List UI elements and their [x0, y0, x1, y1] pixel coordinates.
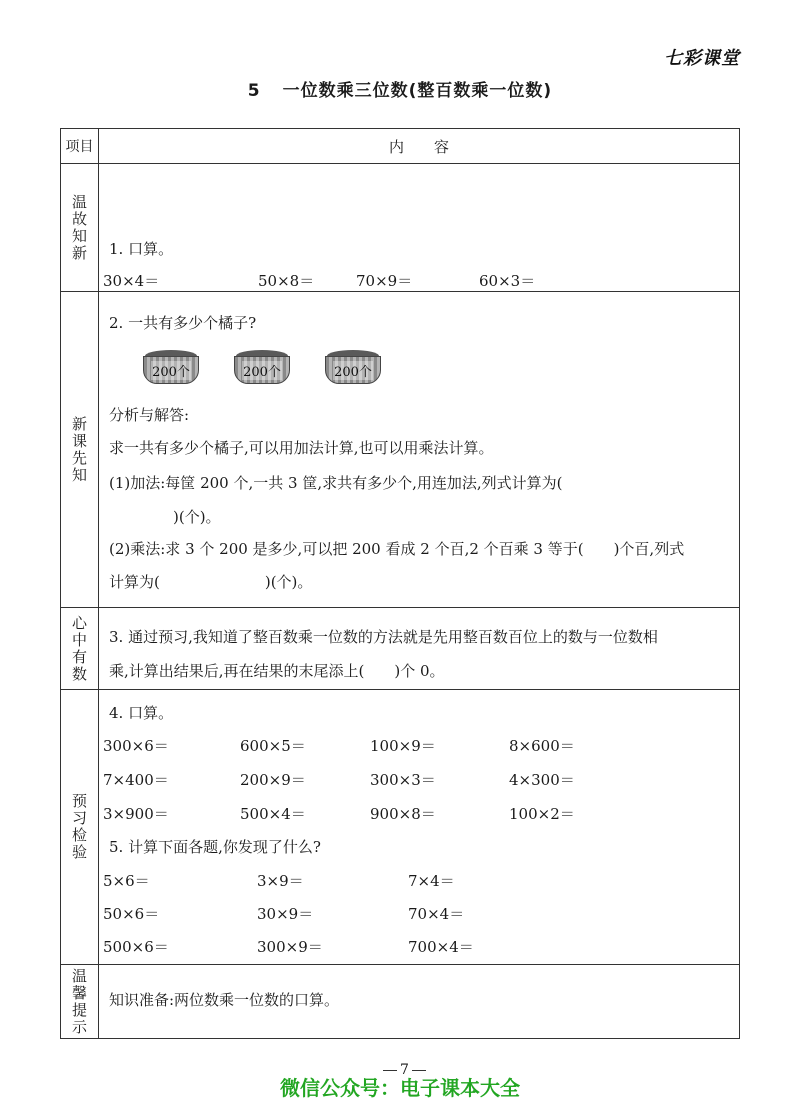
brand-logo: 七彩课堂	[664, 48, 740, 69]
basket-image	[234, 350, 290, 386]
section-mind-content	[99, 608, 739, 689]
section-check-row	[61, 689, 739, 964]
section-review-label-cell	[61, 164, 99, 291]
calc-item: 7×4＝	[408, 872, 455, 890]
section-tip-row	[61, 964, 739, 1038]
section-preview-label-cell	[61, 292, 99, 607]
oral-item: 100×2＝	[509, 805, 575, 823]
oral-item: 500×4＝	[240, 805, 306, 823]
question-2: 2. 一共有多少个橘子?	[109, 314, 257, 332]
basket-label: 200个	[242, 361, 282, 380]
addition-answer-line: )(个)。	[173, 508, 221, 526]
oral-item: 300×6＝	[103, 737, 169, 755]
question-3-cont: 乘,计算出结果后,再在结果的末尾添上( )个 0。	[109, 662, 445, 680]
section-check-label-cell	[61, 690, 99, 964]
section-review-label: 温故知新	[70, 193, 88, 262]
oral-item: 200×9＝	[240, 771, 306, 789]
oral-item: 3×900＝	[103, 805, 169, 823]
section-tip-content	[99, 965, 739, 1038]
oral-item: 900×8＝	[370, 805, 436, 823]
section-tip-label-cell	[61, 965, 99, 1038]
basket-image	[143, 350, 199, 386]
section-preview-label: 新课先知	[70, 415, 88, 484]
calc-item: 700×4＝	[408, 938, 474, 956]
tip-text: 知识准备:两位数乘一位数的口算。	[109, 991, 340, 1009]
header-row	[61, 129, 739, 163]
calc-item: 70×4＝	[408, 905, 465, 923]
header-content-cell	[99, 129, 739, 163]
oral-item: 8×600＝	[509, 737, 575, 755]
section-mind-label: 心中有数	[70, 614, 88, 683]
oral-item: 100×9＝	[370, 737, 436, 755]
question-3: 3. 通过预习,我知道了整百数乘一位数的方法就是先用整百数百位上的数与一位数相	[109, 628, 658, 646]
oral-item: 50×8＝	[258, 272, 315, 290]
basket-label: 200个	[333, 361, 373, 380]
page-title	[0, 76, 800, 101]
section-mind-row	[61, 607, 739, 689]
section-review-row	[61, 163, 739, 291]
oral-item: 30×4＝	[103, 272, 160, 290]
worksheet-table	[60, 128, 740, 1039]
question-4: 4. 口算。	[109, 704, 174, 722]
calc-item: 30×9＝	[257, 905, 314, 923]
oral-item: 7×400＝	[103, 771, 169, 789]
question-5: 5. 计算下面各题,你发现了什么?	[109, 838, 321, 856]
section-review-content	[99, 164, 739, 291]
calc-item: 5×6＝	[103, 872, 150, 890]
section-check-content	[99, 690, 739, 964]
oral-item: 4×300＝	[509, 771, 575, 789]
section-tip-label: 温馨提示	[70, 967, 88, 1036]
analysis-title: 分析与解答:	[109, 406, 190, 424]
lesson-number: 5	[247, 81, 261, 101]
calc-item: 300×9＝	[257, 938, 323, 956]
section-mind-label-cell	[61, 608, 99, 689]
addition-line: (1)加法:每筐 200 个,一共 3 筐,求共有多少个,用连加法,列式计算为(	[109, 474, 563, 492]
question-1: 1. 口算。	[109, 240, 174, 258]
oral-item: 300×3＝	[370, 771, 436, 789]
page-number-text: 7	[400, 1062, 409, 1078]
oral-item: 70×9＝	[356, 272, 413, 290]
calc-item: 50×6＝	[103, 905, 160, 923]
header-label: 项目	[65, 139, 94, 155]
calc-item: 3×9＝	[257, 872, 304, 890]
lesson-title: 一位数乘三位数(整百数乘一位数)	[282, 81, 553, 101]
basket-image	[325, 350, 381, 386]
watermark-text: 微信公众号：电子课本大全	[280, 1076, 520, 1100]
section-preview-content	[99, 292, 739, 607]
header-label-cell	[61, 129, 99, 163]
section-check-label: 预习检验	[70, 793, 88, 861]
analysis-line: 求一共有多少个橘子,可以用加法计算,也可以用乘法计算。	[109, 439, 494, 457]
basket-label: 200个	[151, 361, 191, 380]
oral-item: 60×3＝	[479, 272, 536, 290]
multiplication-line: (2)乘法:求 3 个 200 是多少,可以把 200 看成 2 个百,2 个百乘 3 等于( )个百,列式	[109, 540, 685, 558]
section-preview-row	[61, 291, 739, 607]
multiplication-answer-line: 计算为( )(个)。	[109, 573, 313, 591]
header-content: 内 容	[388, 137, 449, 156]
calc-item: 500×6＝	[103, 938, 169, 956]
oral-item: 600×5＝	[240, 737, 306, 755]
